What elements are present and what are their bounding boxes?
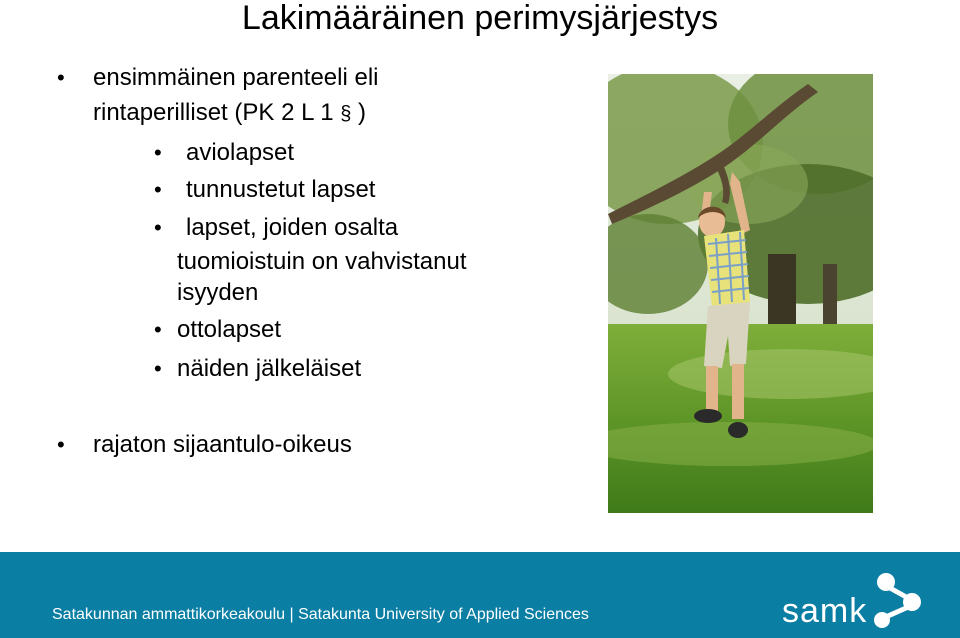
samk-logo-text: samk (782, 592, 868, 630)
sub-item-3-line3: isyyden (177, 279, 259, 306)
sub-item-1: aviolapset (186, 139, 295, 166)
sub-item-3-line1: lapset, joiden osalta (186, 214, 399, 241)
sub-item-5: näiden jälkeläiset (177, 355, 362, 382)
bullet-item-1-close: ) (351, 99, 367, 126)
section-sign: § (340, 103, 352, 125)
bullet-dot: • (57, 432, 65, 457)
bullet-item-1-line1: ensimmäinen parenteeli eli (93, 64, 379, 91)
photo-boy-hanging-from-tree (608, 74, 873, 513)
footer-bar (0, 552, 960, 638)
sub-item-2: tunnustetut lapset (186, 176, 376, 203)
bullet-item-1-ref: rintaperilliset (PK 2 L 1 (93, 99, 341, 126)
sub-item-3-line2: tuomioistuin on vahvistanut (177, 248, 467, 275)
bullet-dot: • (154, 140, 162, 165)
bullet-dot: • (154, 317, 162, 342)
bullet-dot: • (154, 177, 162, 202)
slide-title-text: Lakimääräinen perimysjärjestys (241, 0, 719, 37)
footer-text: Satakunnan ammattikorkeakoulu | Satakunta University of Applied Sciences (52, 606, 589, 623)
bullet-dot: • (154, 215, 162, 240)
samk-logo-icon (860, 564, 930, 630)
bullet-dot: • (154, 356, 162, 381)
slide-title (0, 0, 960, 36)
bullet-item-1-line2 (93, 99, 366, 128)
sub-item-4: ottolapset (177, 316, 282, 343)
bullet-dot: • (57, 65, 65, 90)
bullet-item-2: rajaton sijaantulo-oikeus (93, 431, 352, 458)
